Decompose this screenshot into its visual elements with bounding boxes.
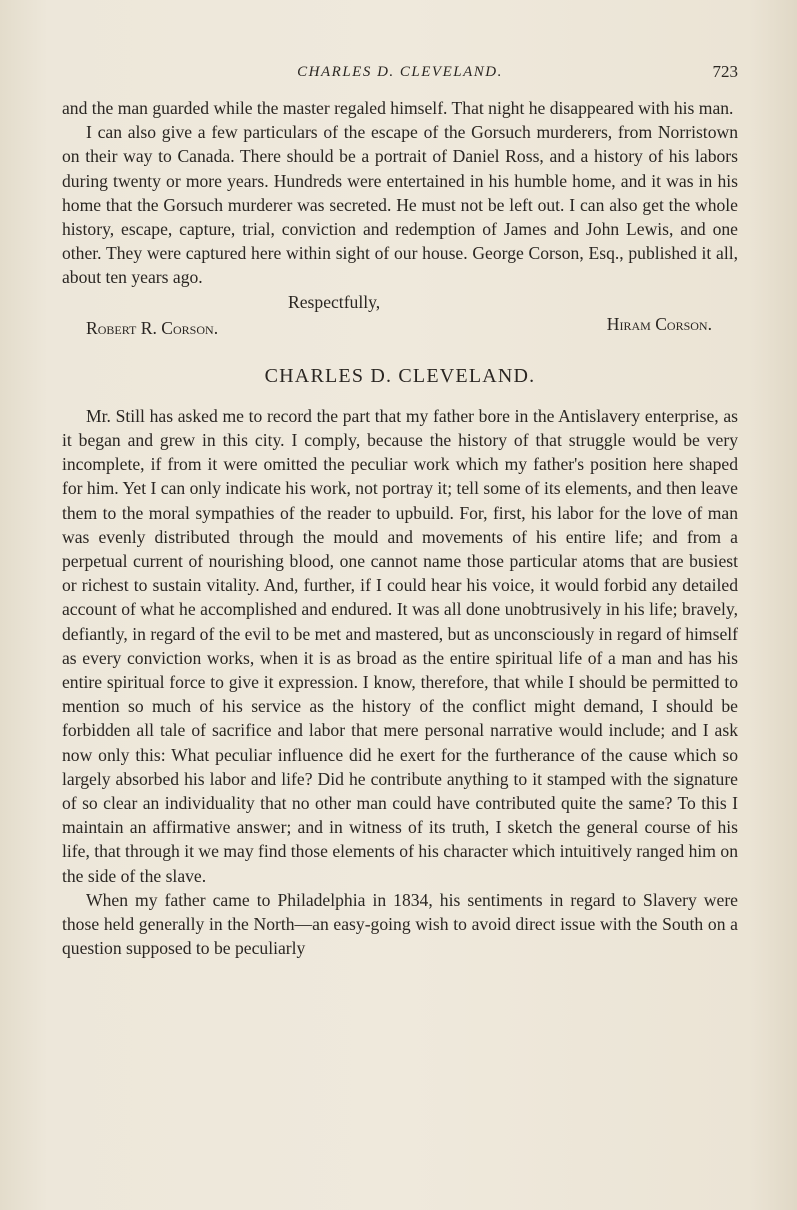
running-head — [62, 62, 738, 86]
letter-paragraph-continued: and the man guarded while the master regaled himself. That night he disappeared with his man. — [62, 98, 734, 118]
signature-hiram-corson: Hiram Corson. — [606, 313, 712, 334]
page-body — [62, 96, 738, 961]
section-paragraph: When my father came to Philadelphia in 1834, his sentiments in regard to Slavery were those held generally in the North—an easy-going wish to avoid direct issue with the South on a question supposed to be peculiarly — [62, 889, 738, 959]
letter-paragraph: I can also give a few particulars of the escape of the Gorsuch murderers, from Norristown on their way to Canada. There should be a portrait of Daniel Ross, and a history of his labors during twenty or more years. Hundreds were entertained in his humble home, and it was in his home that the Gorsuch murderer was secreted. He must not be left out. I can also get the whole history, escape, capture, trial, conviction and redemption of James and John Lewis, and one other. They were captured here within sight of our house. George Corson, Esq., published it all, about ten years ago. — [62, 122, 738, 288]
closing-salutation: Respectfully, — [288, 291, 381, 312]
letter-closing — [62, 290, 738, 338]
section-paragraph: Mr. Still has asked me to record the part that my father bore in the Antislavery enterprise, as it began and grew in this city. I comply, because the history of that struggle would be very incomplete, if from it were omitted the peculiar work which my father's position here shaped for him. Yet I can only indicate his work, not portray it; tell some of its elements, and then leave them to the moral sympathies of the reader to upbuild. For, first, his labor for the love of man was evenly distributed through the mould and movements of his entire life; and from a perpetual current of nourishing blood, one cannot name those particular atoms that are busiest or richest to sustain vitality. And, further, if I could hear his voice, it would forbid any detailed account of what he accomplished and endured. It was all done unobtrusively in his life; bravely, defiantly, in regard of the evil to be met and mastered, but as unconsciously in regard of himself as every conviction works, when it is as broad as the entire spiritual life of a man and has his entire spiritual force to give it expression. I know, therefore, that while I should be permitted to mention so much of his service as the history of the conflict might demand, I should be forbidden all tale of sacrifice and labor that mere personal narrative would include; and I ask now only this: What peculiar influence did he exert for the furtherance of the cause which so largely absorbed his labor and life? Did he contribute anything to it stamped with the signature of so clear an individuality that no other man could have contributed quite the same? To this I maintain an affirmative answer; and in witness of its truth, I sketch the general course of his life, that through it we may find those elements of his character which intuitively ranged him on the side of the slave. — [62, 405, 738, 886]
page-number: 723 — [712, 62, 738, 81]
section-heading: CHARLES D. CLEVELAND. — [264, 364, 536, 387]
running-title: CHARLES D. CLEVELAND. — [297, 64, 503, 80]
signature-robert-corson: Robert R. Corson. — [86, 317, 219, 338]
